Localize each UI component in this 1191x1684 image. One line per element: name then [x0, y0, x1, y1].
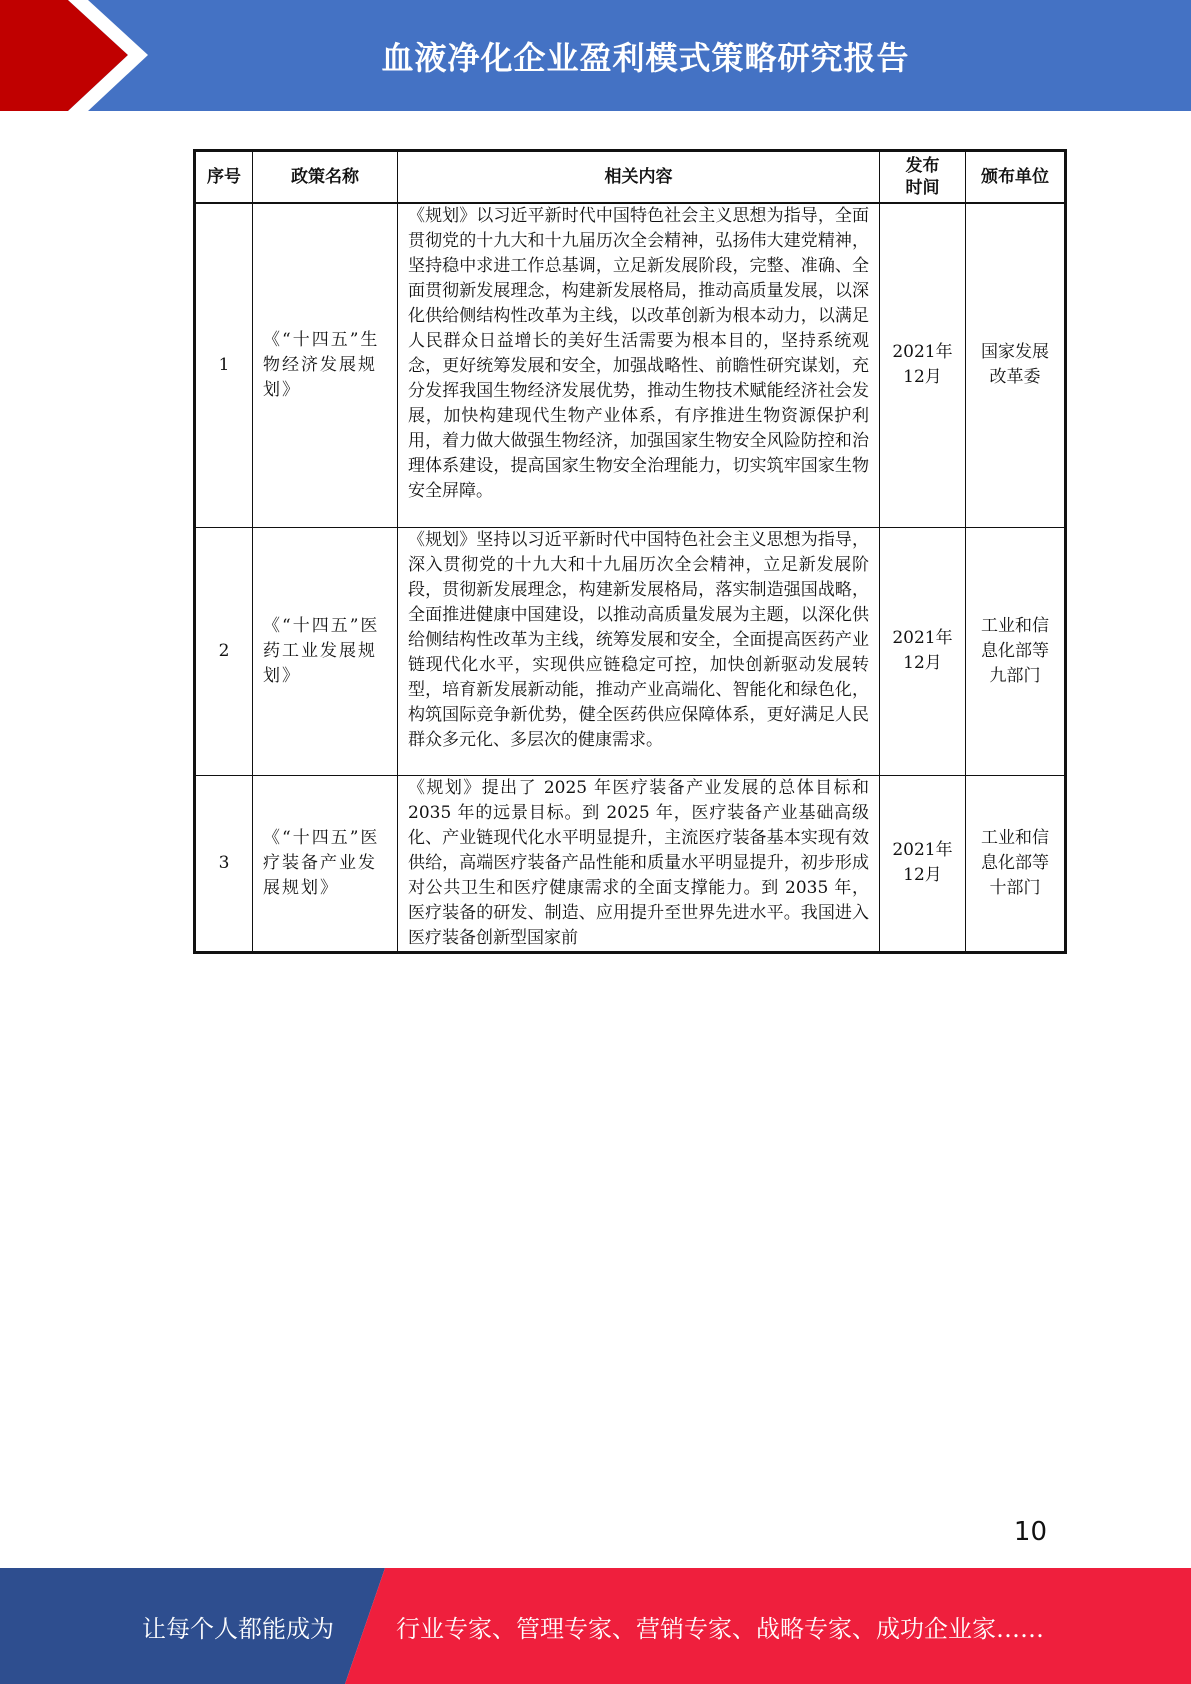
table-header-row [195, 151, 1066, 204]
row-number: 3 [195, 775, 253, 952]
policy-table [193, 149, 1067, 954]
page-header [0, 0, 1191, 111]
row-number: 2 [195, 527, 253, 775]
column-header-policy-name: 政策名称 [253, 151, 398, 204]
release-date: 2021年 12月 [880, 527, 966, 775]
column-header-number: 序号 [195, 151, 253, 204]
page-footer [0, 1568, 1191, 1684]
header-chevron-decoration [0, 0, 160, 111]
column-header-content: 相关内容 [398, 151, 880, 204]
policy-name: 《“十四五”医疗装备产业发展规划》 [253, 775, 398, 952]
table-row [195, 203, 1066, 527]
policy-content: 《规划》提出了 2025 年医疗装备产业发展的总体目标和 2035 年的远景目标。到 2025 年，医疗装备产业基础高级化、产业链现代化水平明显提升，主流医疗装备基本实现有效供给，高端医疗装备产品性能和质量水平明显提升，初步形成对公共卫生和医疗健康需求的全面支撑能力。到 2035 年，医疗装备的研发、制造、应用提升至世界先进水平。我国进入医疗装备创新型国家前 [398, 775, 880, 952]
issuer: 工业和信 息化部等 九部门 [966, 527, 1066, 775]
table-row [195, 775, 1066, 952]
table-row [195, 527, 1066, 775]
policy-content: 《规划》坚持以习近平新时代中国特色社会主义思想为指导，深入贯彻党的十九大和十九届历次全会精神，立足新发展阶段，贯彻新发展理念，构建新发展格局，落实制造强国战略，全面推进健康中国建设，以推动高质量发展为主题，以深化供给侧结构性改革为主线，统筹发展和安全，全面提高医药产业链现代化水平，实现供应链稳定可控，加快创新驱动发展转型，培育新发展新动能，推动产业高端化、智能化和绿色化，构筑国际竞争新优势，健全医药供应保障体系，更好满足人民群众多元化、多层次的健康需求。 [398, 527, 880, 775]
report-title: 血液净化企业盈利模式策略研究报告 [381, 38, 910, 77]
footer-slogan-right: 行业专家、管理专家、营销专家、战略专家、成功企业家…… [396, 1614, 1044, 1643]
column-header-release-date: 发布 时间 [880, 151, 966, 204]
issuer: 国家发展 改革委 [966, 203, 1066, 527]
row-number: 1 [195, 203, 253, 527]
release-date: 2021年 12月 [880, 203, 966, 527]
footer-slogan-left: 让每个人都能成为 [142, 1614, 334, 1643]
policy-content: 《规划》以习近平新时代中国特色社会主义思想为指导，全面贯彻党的十九大和十九届历次全会精神，弘扬伟大建党精神，坚持稳中求进工作总基调，立足新发展阶段，完整、准确、全面贯彻新发展理念，构建新发展格局，推动高质量发展，以深化供给侧结构性改革为主线，以改革创新为根本动力，以满足人民群众日益增长的美好生活需要为根本目的，坚持系统观念，更好统筹发展和安全，加强战略性、前瞻性研究谋划，充分发挥我国生物经济发展优势，推动生物技术赋能经济社会发展，加快构建现代生物产业体系，有序推进生物资源保护利用，着力做大做强生物经济，加强国家生物安全风险防控和治理体系建设，提高国家生物安全治理能力，切实筑牢国家生物安全屏障。 [398, 203, 880, 527]
policy-name: 《“十四五”医药工业发展规划》 [253, 527, 398, 775]
issuer: 工业和信 息化部等 十部门 [966, 775, 1066, 952]
page-number: 10 [1013, 1517, 1047, 1547]
policy-name: 《“十四五”生物经济发展规划》 [253, 203, 398, 527]
column-header-issuer: 颁布单位 [966, 151, 1066, 204]
release-date: 2021年 12月 [880, 775, 966, 952]
